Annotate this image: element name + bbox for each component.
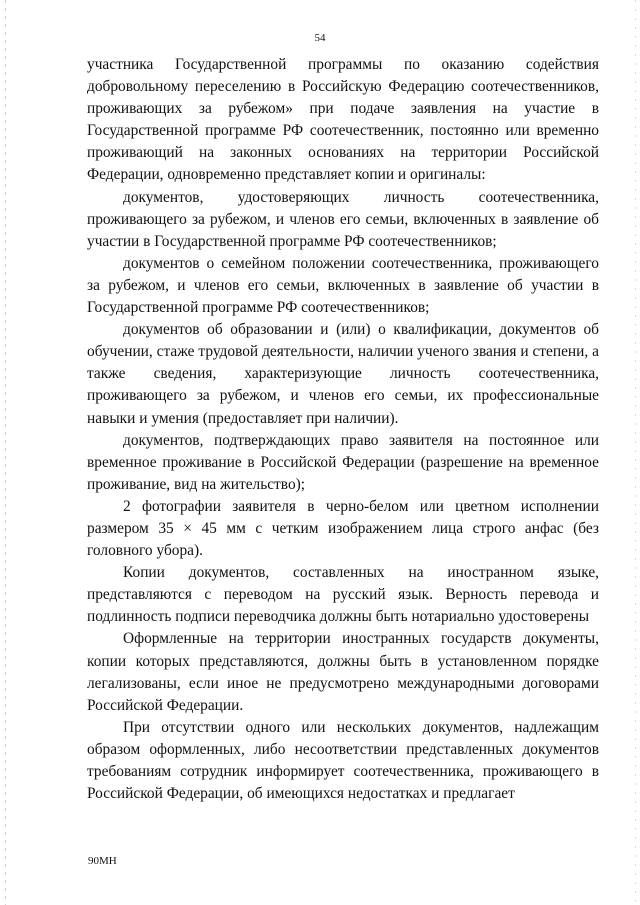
paragraph-residence-documents: документов, подтверждающих право заявителя на постоянное или временное проживание в Российской Федерации (разрешение на временное проживание, вид на жительство);: [87, 431, 599, 493]
document-body: [87, 54, 599, 805]
paragraph-translation-requirements: Копии документов, составленных на иностранном языке, представляются с переводом на русский язык. Верность перевода и подлинность подписи переводчика должны быть нотариально удостоверены: [87, 564, 599, 626]
footer-code: 90МН: [88, 855, 117, 867]
paragraph-identity-documents: документов, удостоверяющих личность соотечественника, проживающего за рубежом, и членов его семьи, включенных в заявление об участии в Государственной программе РФ соотечественников;: [87, 188, 599, 250]
paragraph-missing-documents: При отсутствии одного или нескольких документов, надлежащим образом оформленных, либо несоответствии представленных документов требованиям сотрудник информирует соотечественника, проживающего в Российской Федерации, об имеющихся недостатках и предлагает: [87, 718, 599, 803]
page-edge-left: [5, 0, 6, 905]
page-edge-right: [635, 0, 636, 905]
page-number: 54: [314, 32, 326, 44]
paragraph-legalization: Оформленные на территории иностранных государств документы, копии которых представляются, должны быть в установленном порядке легализованы, если иное не предусмотрено международными договорами Российской Федерации.: [87, 630, 599, 714]
paragraph-program-participant: участника Государственной программы по оказанию содействия добровольному переселению в Российскую Федерацию соотечественников, проживающих за рубежом» при подаче заявления на участие в Государственной программе РФ соотечественник, постоянно или временно проживающий на законных основаниях на территории Российской Федерации, одновременно представляет копии и оригиналы:: [87, 56, 599, 184]
paragraph-education-documents: документов об образовании и (или) о квалификации, документов об обучении, стаже трудовой деятельности, наличии ученого звания и степени, а также сведения, характеризующие личность соотечественника, проживающего за рубежом, и членов его семьи, их профессиональные навыки и умения (предоставляет при наличии).: [87, 321, 599, 427]
paragraph-family-status-documents: документов о семейном положении соотечественника, проживающего за рубежом, и членов его семьи, включенных в заявление об участии в Государственной программе РФ соотечественников;: [87, 254, 599, 317]
paragraph-photographs: 2 фотографии заявителя в черно-белом или цветном исполнении размером 35 × 45 мм с четким изображением лица строго анфас (без головного убора).: [87, 497, 599, 560]
